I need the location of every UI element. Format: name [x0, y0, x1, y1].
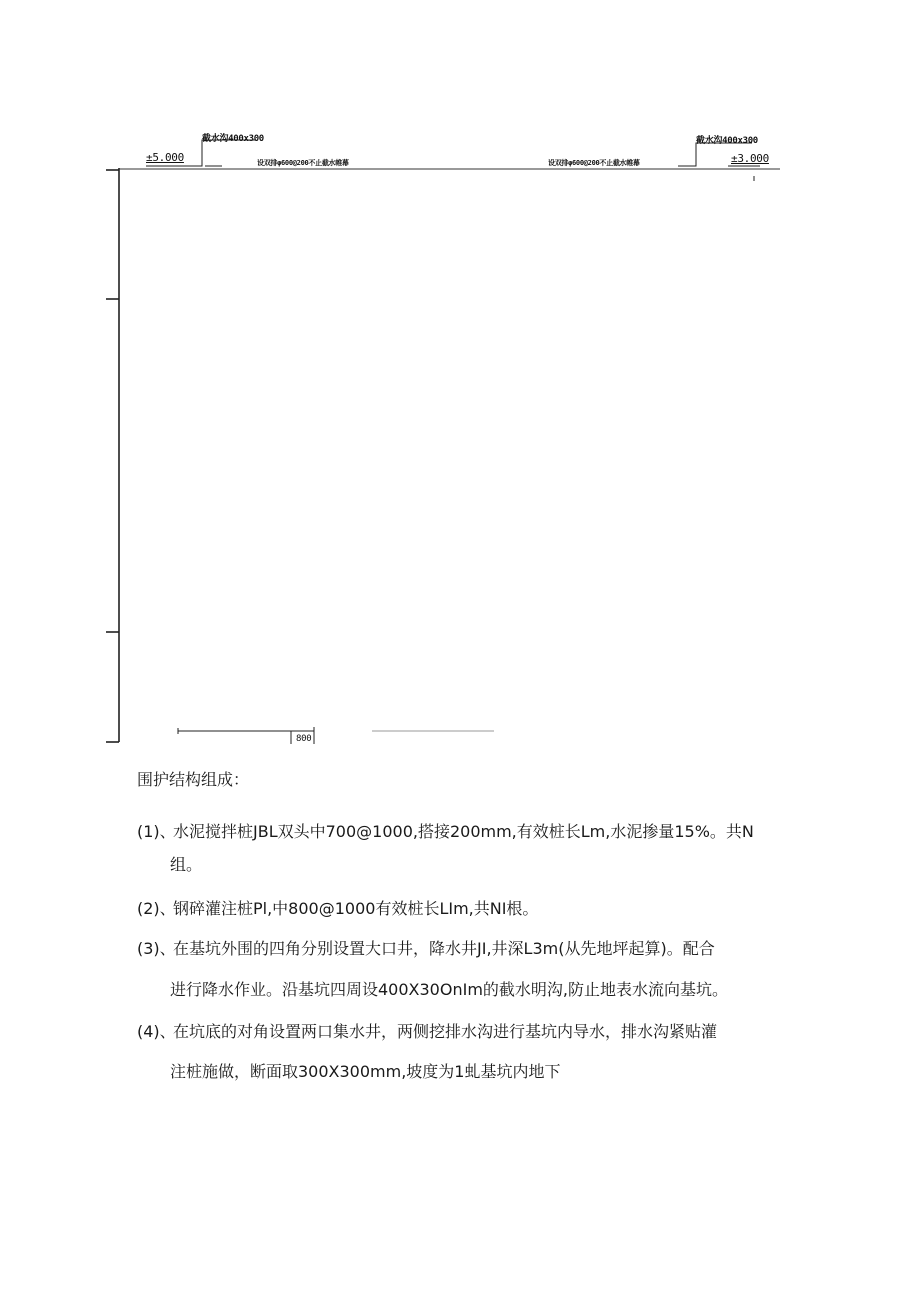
list-item-number: (4)、 [137, 1022, 176, 1041]
left-cutoff-label: 截水沟400x300 [202, 134, 264, 144]
right-pile-label: 设双排φ600@200不止截水帷幕 [548, 159, 640, 167]
right-elevation-label: ±3.000 [731, 152, 769, 165]
list-item-2 [137, 899, 538, 919]
list-item-4-continuation: 注桩施做，断面取300X300mm,坡度为1虬基坑内地下 [170, 1062, 561, 1081]
list-item-number: (3)、 [137, 939, 176, 958]
list-item-text: 在基坑外围的四角分别设置大口井，降水井JI,井深L3m(从先地坪起算)。配合 [173, 939, 715, 958]
list-item-3 [137, 939, 715, 959]
right-cutoff-label: 截水沟400x300 [696, 136, 758, 146]
list-item-1-continuation: 组。 [170, 855, 203, 874]
list-item-text: 在坑底的对角设置两口集水井，两侧挖排水沟进行基坑内导水，排水沟紧贴灌 [173, 1022, 718, 1041]
section-heading: 围护结构组成： [137, 770, 250, 789]
list-item-4 [137, 1022, 717, 1042]
list-item-number: (2)、 [137, 899, 176, 918]
list-item-number: (1)、 [137, 822, 176, 841]
list-item-text: 钢碎灌注桩Pl,中800@1000有效桩长LIm,共NI根。 [173, 899, 539, 918]
list-item-text: 水泥搅拌桩JBL双头中700@1000,搭接200mm,有效桩长Lm,水泥掺量15%。共N [173, 822, 754, 841]
bottom-dimension-label: 800 [296, 734, 312, 744]
left-elevation-label: ±5.000 [146, 151, 184, 164]
list-item-1 [137, 822, 754, 842]
list-item-3-continuation: 进行降水作业。沿基坑四周设400X30OnIm的截水明沟,防止地表水流向基坑。 [170, 980, 728, 999]
left-pile-label: 设双排φ600@200不止截水帷幕 [257, 159, 349, 167]
